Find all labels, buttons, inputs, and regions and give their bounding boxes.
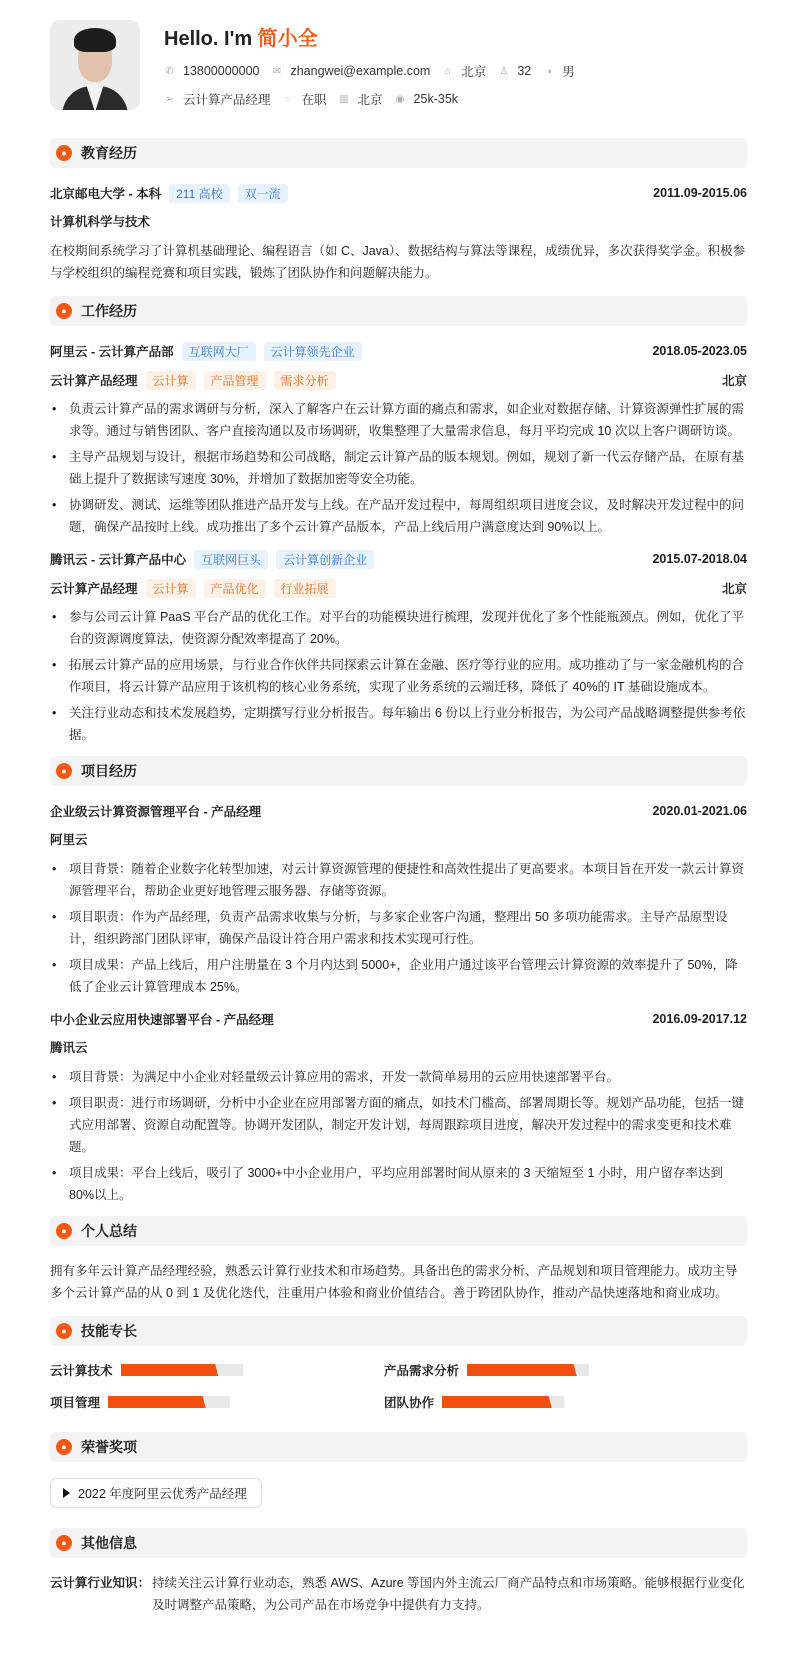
role-row bbox=[50, 369, 747, 391]
bullet-item: • 项目成果：平台上线后，吸引了 3000+中小企业用户，平均应用部署时间从原来的 3 天缩短至 1 小时，用户留存率达到 80%以上。 bbox=[50, 1162, 747, 1206]
info-item bbox=[498, 64, 531, 78]
skill-bar bbox=[121, 1364, 243, 1376]
info-item bbox=[395, 92, 458, 106]
project-info bbox=[50, 802, 261, 820]
bullet-item: • 拓展云计算产品的应用场景，与行业合作伙伴共同探索云计算在金融、医疗等行业的应用。成功推动了与一家金融机构的合作项目，将云计算产品应用于该机构的核心业务系统，实现了业务系统的云端迁移，降低了 40%的 IT 基础设施成本。 bbox=[50, 654, 747, 698]
tag: 云计算 bbox=[146, 371, 196, 390]
section-header-other bbox=[50, 1528, 747, 1558]
tag: 行业拓展 bbox=[274, 579, 336, 598]
bullet-item: • 参与公司云计算 PaaS 平台产品的优化工作。对平台的功能模块进行梳理，发现并优化了多个性能瓶颈点。例如，优化了平台的资源调度算法，使资源分配效率提高了 20%。 bbox=[50, 606, 747, 650]
project-name: 中小企业云应用快速部署平台 - 产品经理 bbox=[50, 1013, 274, 1027]
section-header-skills bbox=[50, 1316, 747, 1346]
skill-item bbox=[384, 1360, 718, 1380]
user-icon: ● bbox=[56, 1223, 72, 1239]
skill-bar bbox=[108, 1396, 230, 1408]
tag: 云计算 bbox=[146, 579, 196, 598]
company-row bbox=[50, 548, 747, 570]
tag: 产品优化 bbox=[204, 579, 266, 598]
role-name: 云计算产品经理 bbox=[50, 582, 138, 596]
project-info bbox=[50, 1010, 274, 1028]
section-header-work bbox=[50, 296, 747, 326]
skill-item bbox=[384, 1392, 718, 1412]
skill-name: 云计算技术 bbox=[50, 1364, 113, 1378]
skill-bar-fill bbox=[442, 1396, 552, 1408]
skill-bar bbox=[442, 1396, 564, 1408]
tag: 云计算领先企业 bbox=[264, 342, 362, 361]
info-text: 25k-35k bbox=[413, 92, 459, 106]
company-info bbox=[50, 342, 362, 361]
bullet-item: • 项目职责：作为产品经理，负责产品需求收集与分析，与多家企业客户沟通，整理出 50 多项功能需求。主导产品原型设计，组织跨部门团队评审，确保产品设计符合用户需求和技术实现可行性。 bbox=[50, 906, 747, 950]
award-text: 2022 年度阿里云优秀产品经理 bbox=[78, 1487, 247, 1501]
summary-text: 拥有多年云计算产品经理经验，熟悉云计算行业技术和市场趋势。具备出色的需求分析、产品规划和项目管理能力。成功主导多个云计算产品的从 0 到 1 及优化迭代，注重用户体验和商业价值结合。善于跨团队协作，推动产品快速落地和商业成功。 bbox=[50, 1264, 738, 1300]
role-info bbox=[50, 579, 336, 598]
section-title: 工作经历 bbox=[81, 303, 137, 319]
tag: 产品管理 bbox=[204, 371, 266, 390]
bullet-item: • 负责云计算产品的需求调研与分析，深入了解客户在云计算方面的痛点和需求，如企业对数据存储、计算资源弹性扩展的需求等。通过与销售团队、客户直接沟通以及市场调研，收集整理了大量需求信息，每月平均完成 10 次以上客户调研访谈。 bbox=[50, 398, 747, 442]
section-title: 荣誉奖项 bbox=[81, 1439, 137, 1455]
role-name: 云计算产品经理 bbox=[50, 374, 138, 388]
school-name: 北京邮电大学 - 本科 bbox=[50, 187, 162, 201]
tag: 需求分析 bbox=[274, 371, 336, 390]
bullet-list bbox=[50, 398, 747, 538]
other-value: 持续关注云计算行业动态，熟悉 AWS、Azure 等国内外主流云厂商产品特点和市场策略。能够根据行业变化及时调整产品策略，为公司产品在市场竞争中提供有力支持。 bbox=[152, 1576, 745, 1612]
info-text: zhangwei@example.com bbox=[290, 64, 431, 78]
info-text: 云计算产品经理 bbox=[183, 93, 271, 107]
company-info bbox=[50, 550, 374, 569]
date: 2016.09-2017.12 bbox=[652, 1012, 747, 1026]
skill-item bbox=[50, 1392, 384, 1412]
city: 北京 bbox=[721, 374, 747, 388]
section-header-education bbox=[50, 138, 747, 168]
date: 2020.01-2021.06 bbox=[652, 804, 747, 818]
info-icon: ● bbox=[56, 1535, 72, 1551]
skill-name: 项目管理 bbox=[50, 1396, 101, 1410]
person-name: 简小全 bbox=[257, 28, 318, 50]
phone-icon: ✆ bbox=[165, 65, 174, 77]
info-text: 男 bbox=[562, 65, 575, 79]
skill-bar-fill bbox=[121, 1364, 219, 1376]
bullet-item: • 主导产品规划与设计，根据市场趋势和公司战略，制定云计算产品的版本规划。例如，规划了新一代云存储产品，在原有基础上提升了数据读写速度 30%，并增加了数据加密等安全功能。 bbox=[50, 446, 747, 490]
section-title: 技能专长 bbox=[81, 1323, 137, 1339]
greeting bbox=[164, 22, 587, 52]
triangle-right-icon bbox=[63, 1488, 70, 1498]
company-name: 腾讯云 - 云计算产品中心 bbox=[50, 553, 187, 567]
date: 2015.07-2018.04 bbox=[652, 552, 747, 566]
date: 2011.09-2015.06 bbox=[653, 186, 747, 200]
section-header-awards bbox=[50, 1432, 747, 1462]
info-text: 32 bbox=[517, 64, 532, 78]
mail-icon: ✉ bbox=[272, 65, 282, 77]
section-header-summary bbox=[50, 1216, 747, 1246]
tag: 互联网大厂 bbox=[182, 342, 256, 361]
skills-grid bbox=[50, 1360, 747, 1412]
role-info bbox=[50, 371, 336, 390]
info-item bbox=[164, 90, 271, 108]
role-row bbox=[50, 577, 747, 599]
briefcase-icon: ● bbox=[56, 303, 72, 319]
profile-header bbox=[50, 20, 747, 116]
date: 2018.05-2023.05 bbox=[652, 344, 747, 358]
contact-row bbox=[164, 62, 587, 80]
skill-bar-fill bbox=[467, 1364, 577, 1376]
project-name: 企业级云计算资源管理平台 - 产品经理 bbox=[50, 805, 262, 819]
tag: 双一流 bbox=[238, 184, 288, 203]
skill-name: 团队协作 bbox=[384, 1396, 435, 1410]
greeting-text: Hello. I'm bbox=[164, 28, 253, 50]
bullet-item: • 项目背景：随着企业数字化转型加速，对云计算资源管理的便捷性和高效性提出了更高要求。本项目旨在开发一款云计算资源管理平台，帮助企业更好地管理云服务器、存储等资源。 bbox=[50, 858, 747, 902]
info-text: 在职 bbox=[301, 93, 327, 107]
skill-bar-fill bbox=[108, 1396, 206, 1408]
bullet-item: • 项目背景：为满足中小企业对轻量级云计算应用的需求，开发一款简单易用的云应用快速部署平台。 bbox=[50, 1066, 747, 1088]
tag: 互联网巨头 bbox=[194, 550, 268, 569]
age-icon: ♙ bbox=[499, 65, 509, 77]
project-org: 阿里云 bbox=[50, 833, 88, 847]
section-title: 教育经历 bbox=[81, 145, 137, 161]
major: 计算机科学与技术 bbox=[50, 215, 151, 229]
skill-name: 产品需求分析 bbox=[384, 1364, 460, 1378]
project-org: 腾讯云 bbox=[50, 1041, 88, 1055]
info-item bbox=[543, 62, 575, 80]
company-row bbox=[50, 340, 747, 362]
grid-icon: ● bbox=[56, 763, 72, 779]
info-item bbox=[442, 62, 486, 80]
bullet-item: • 项目职责：进行市场调研，分析中小企业在应用部署方面的痛点，如技术门槛高、部署周期长等。规划产品功能，包括一键式应用部署、资源自动配置等。协调开发团队，制定开发计划，每周跟踪项目进度，解决开发过程中的需求变更和技术难题。 bbox=[50, 1092, 747, 1158]
info-item bbox=[339, 90, 383, 108]
info-text: 北京 bbox=[357, 93, 383, 107]
status-icon: ◌ bbox=[285, 93, 291, 105]
bullet-list bbox=[50, 1066, 747, 1206]
other-info-item bbox=[50, 1572, 747, 1616]
graduation-cap-icon: ● bbox=[56, 145, 72, 161]
salary-icon: ◉ bbox=[395, 93, 405, 105]
skill-bar bbox=[467, 1364, 589, 1376]
city: 北京 bbox=[721, 582, 747, 596]
project-row bbox=[50, 800, 747, 822]
info-item bbox=[164, 64, 259, 78]
tag: 云计算创新企业 bbox=[276, 550, 374, 569]
info-text: 北京 bbox=[461, 65, 487, 79]
bullet-list bbox=[50, 858, 747, 998]
project-row bbox=[50, 1008, 747, 1030]
building-icon: ▥ bbox=[339, 93, 349, 105]
section-header-projects bbox=[50, 756, 747, 786]
section-title: 个人总结 bbox=[81, 1223, 137, 1239]
home-icon: ⌂ bbox=[444, 65, 451, 77]
job-row bbox=[164, 90, 587, 108]
bullet-item: • 项目成果：产品上线后，用户注册量在 3 个月内达到 5000+，企业用户通过该平台管理云计算资源的效率提升了 50%，降低了企业云计算管理成本 25%。 bbox=[50, 954, 747, 998]
medal-icon: ● bbox=[56, 1439, 72, 1455]
info-item bbox=[271, 64, 430, 78]
award-item[interactable] bbox=[50, 1478, 262, 1508]
education-row bbox=[50, 182, 747, 204]
info-item bbox=[283, 90, 327, 108]
tag: 211 高校 bbox=[169, 184, 229, 203]
gender-icon: ◑ bbox=[545, 65, 552, 77]
send-icon: ➢ bbox=[165, 93, 174, 105]
skill-item bbox=[50, 1360, 384, 1380]
chart-icon: ● bbox=[56, 1323, 72, 1339]
avatar bbox=[50, 20, 140, 110]
section-title: 项目经历 bbox=[81, 763, 137, 779]
education-desc: 在校期间系统学习了计算机基础理论、编程语言（如 C、Java）、数据结构与算法等课程，成绩优异，多次获得奖学金。积极参与学校组织的编程竞赛和项目实践，锻炼了团队协作和问题解决能力。 bbox=[50, 244, 746, 280]
company-name: 阿里云 - 云计算产品部 bbox=[50, 345, 174, 359]
school-info bbox=[50, 184, 288, 203]
bullet-item: • 关注行业动态和技术发展趋势，定期撰写行业分析报告。每年输出 6 份以上行业分析报告，为公司产品战略调整提供参考依据。 bbox=[50, 702, 747, 746]
info-text: 13800000000 bbox=[183, 64, 260, 78]
bullet-list bbox=[50, 606, 747, 746]
bullet-item: • 协调研发、测试、运维等团队推进产品开发与上线。在产品开发过程中，每周组织项目进度会议，及时解决开发过程中的问题，确保产品按时上线。成功推出了多个云计算产品版本，产品上线后用户满意度达到 90%以上。 bbox=[50, 494, 747, 538]
other-key: 云计算行业知识： bbox=[50, 1576, 151, 1590]
section-title: 其他信息 bbox=[81, 1535, 137, 1551]
